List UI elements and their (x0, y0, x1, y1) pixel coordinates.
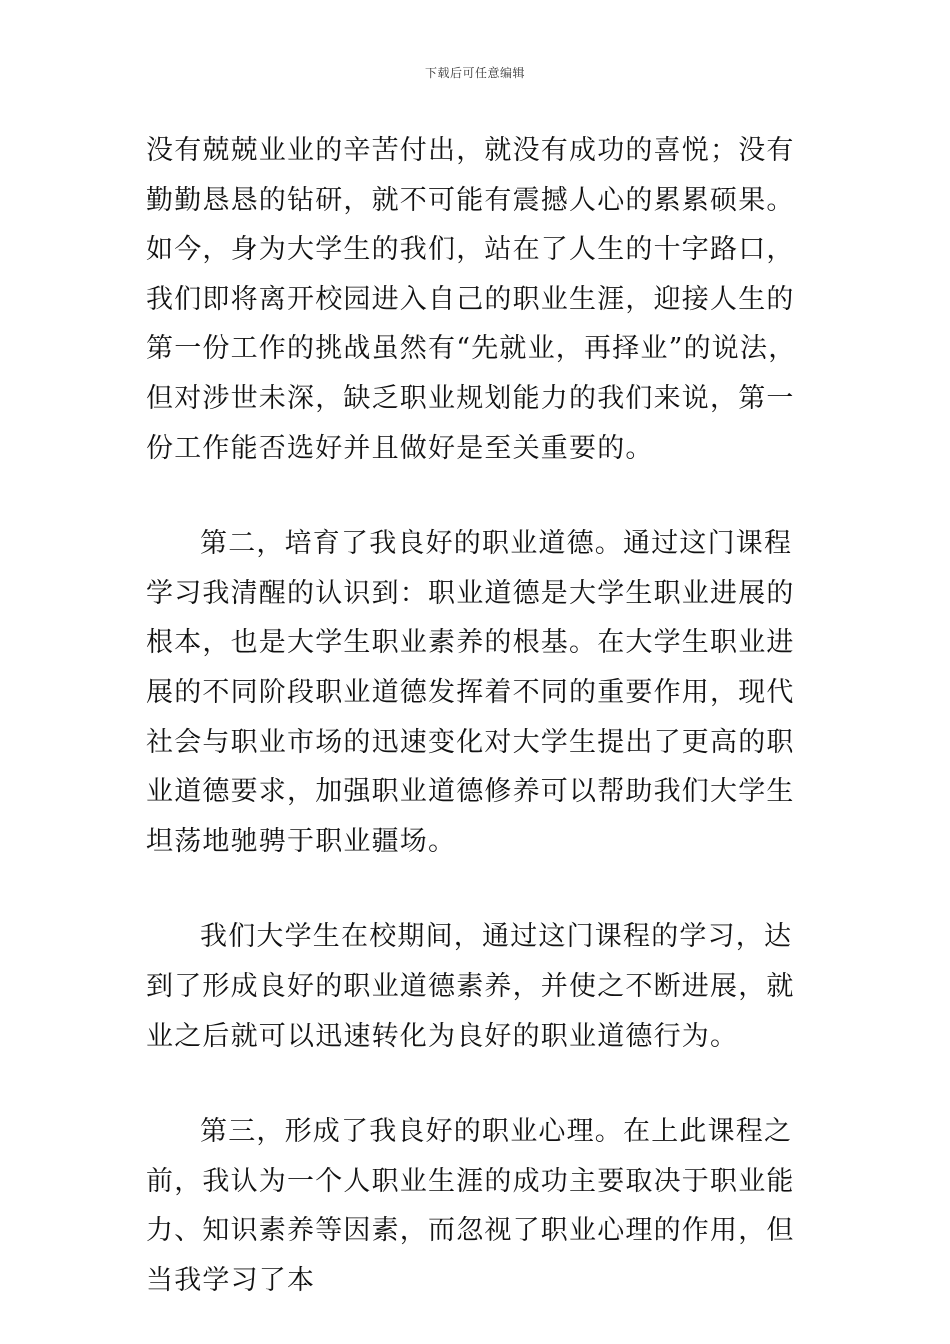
page-header: 下载后可任意编辑 (424, 66, 525, 80)
paragraph-4: 第三，形成了我良好的职业心理。在上此课程之前，我认为一个人职业生涯的成功主要取决于职业能力、知识素养等因素，而忽视了职业心理的作用，但当我学习了本 (146, 1116, 795, 1296)
paragraph-3: 我们大学生在校期间，通过这门课程的学习，达到了形成良好的职业道德素养，并使之不断进展，就业之后就可以迅速转化为良好的职业道德行为。 (146, 921, 795, 1052)
paragraph-2: 第二，培育了我良好的职业道德。通过这门课程学习我清醒的认识到：职业道德是大学生职业进展的根本，也是大学生职业素养的根基。在大学生职业进展的不同阶段职业道德发挥着不同的重要作用，现代社会与职业市场的迅速变化对大学生提出了更高的职业道德要求，加强职业道德修养可以帮助我们大学生坦荡地驰骋于职业疆场。 (146, 528, 795, 857)
document-body (146, 126, 810, 1305)
paragraph-1: 没有兢兢业业的辛苦付出，就没有成功的喜悦；没有勤勤恳恳的钻研，就不可能有震撼人心的累累硕果。如今，身为大学生的我们，站在了人生的十字路口，我们即将离开校园进入自己的职业生涯，迎接人生的第一份工作的挑战虽然有“先就业，再择业”的说法，但对涉世未深，缺乏职业规划能力的我们来说，第一份工作能否选好并且做好是至关重要的。 (146, 135, 797, 464)
